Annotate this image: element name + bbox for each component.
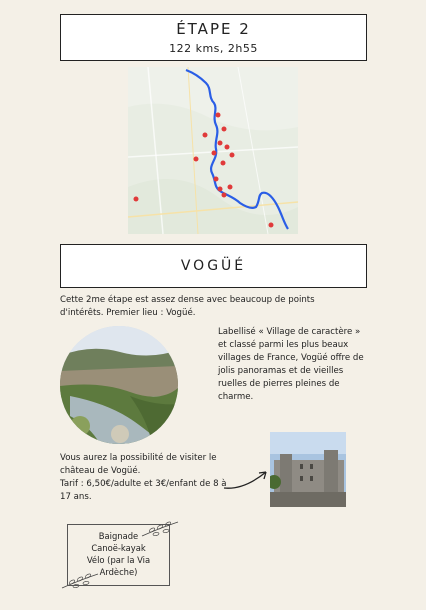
activities-box [67, 524, 170, 586]
section-title: VOGÜÉ [180, 258, 247, 274]
map-pin-icon [228, 185, 233, 190]
visit-text [60, 452, 240, 504]
map-pin-icon [218, 187, 223, 192]
etape-header [60, 14, 367, 61]
map-pin-icon [212, 151, 217, 156]
map-pin-icon [222, 127, 227, 132]
map-pin-icon [218, 141, 223, 146]
visit-line-2: Tarif : 6,50€/adulte et 3€/enfant de 8 à 17 ans. [60, 479, 227, 502]
intro-text: Cette 2me étape est assez dense avec beaucoup de points d'intérêts. Premier lieu : Vogüé. [60, 295, 315, 318]
activity-item: Canoë-kayak [91, 543, 146, 553]
map-pin-icon [269, 223, 274, 228]
map-pin-icon [214, 177, 219, 182]
map-pin-icon [222, 193, 227, 198]
etape-subtitle: 122 kms, 2h55 [169, 42, 258, 55]
arrow-icon [222, 466, 272, 492]
map-pin-icon [230, 153, 235, 158]
map-pin-icon [216, 113, 221, 118]
chateau-photo [270, 432, 346, 507]
labellise-text: Labellisé « Village de caractère » et classé parmi les plus beaux villages de France, Vogüé offre de jolis panoramas et de vieilles ruelles de pierres pleines de charme. [218, 327, 364, 402]
activity-item: Baignade [98, 531, 139, 541]
etape-title: ÉTAPE 2 [176, 20, 251, 38]
section-header [60, 244, 367, 288]
map-pin-icon [203, 133, 208, 138]
map-pin-icon [134, 197, 139, 202]
route-map [128, 67, 298, 234]
activity-item: Vélo (par la Via Ardèche) [86, 555, 151, 577]
route-map-svg [128, 67, 298, 234]
visit-line-1: Vous aurez la possibilité de visiter le château de Vogüé. [60, 453, 217, 476]
gorge-photo [60, 326, 178, 444]
map-pin-icon [194, 157, 199, 162]
map-pin-icon [221, 161, 226, 166]
map-pin-icon [225, 145, 230, 150]
